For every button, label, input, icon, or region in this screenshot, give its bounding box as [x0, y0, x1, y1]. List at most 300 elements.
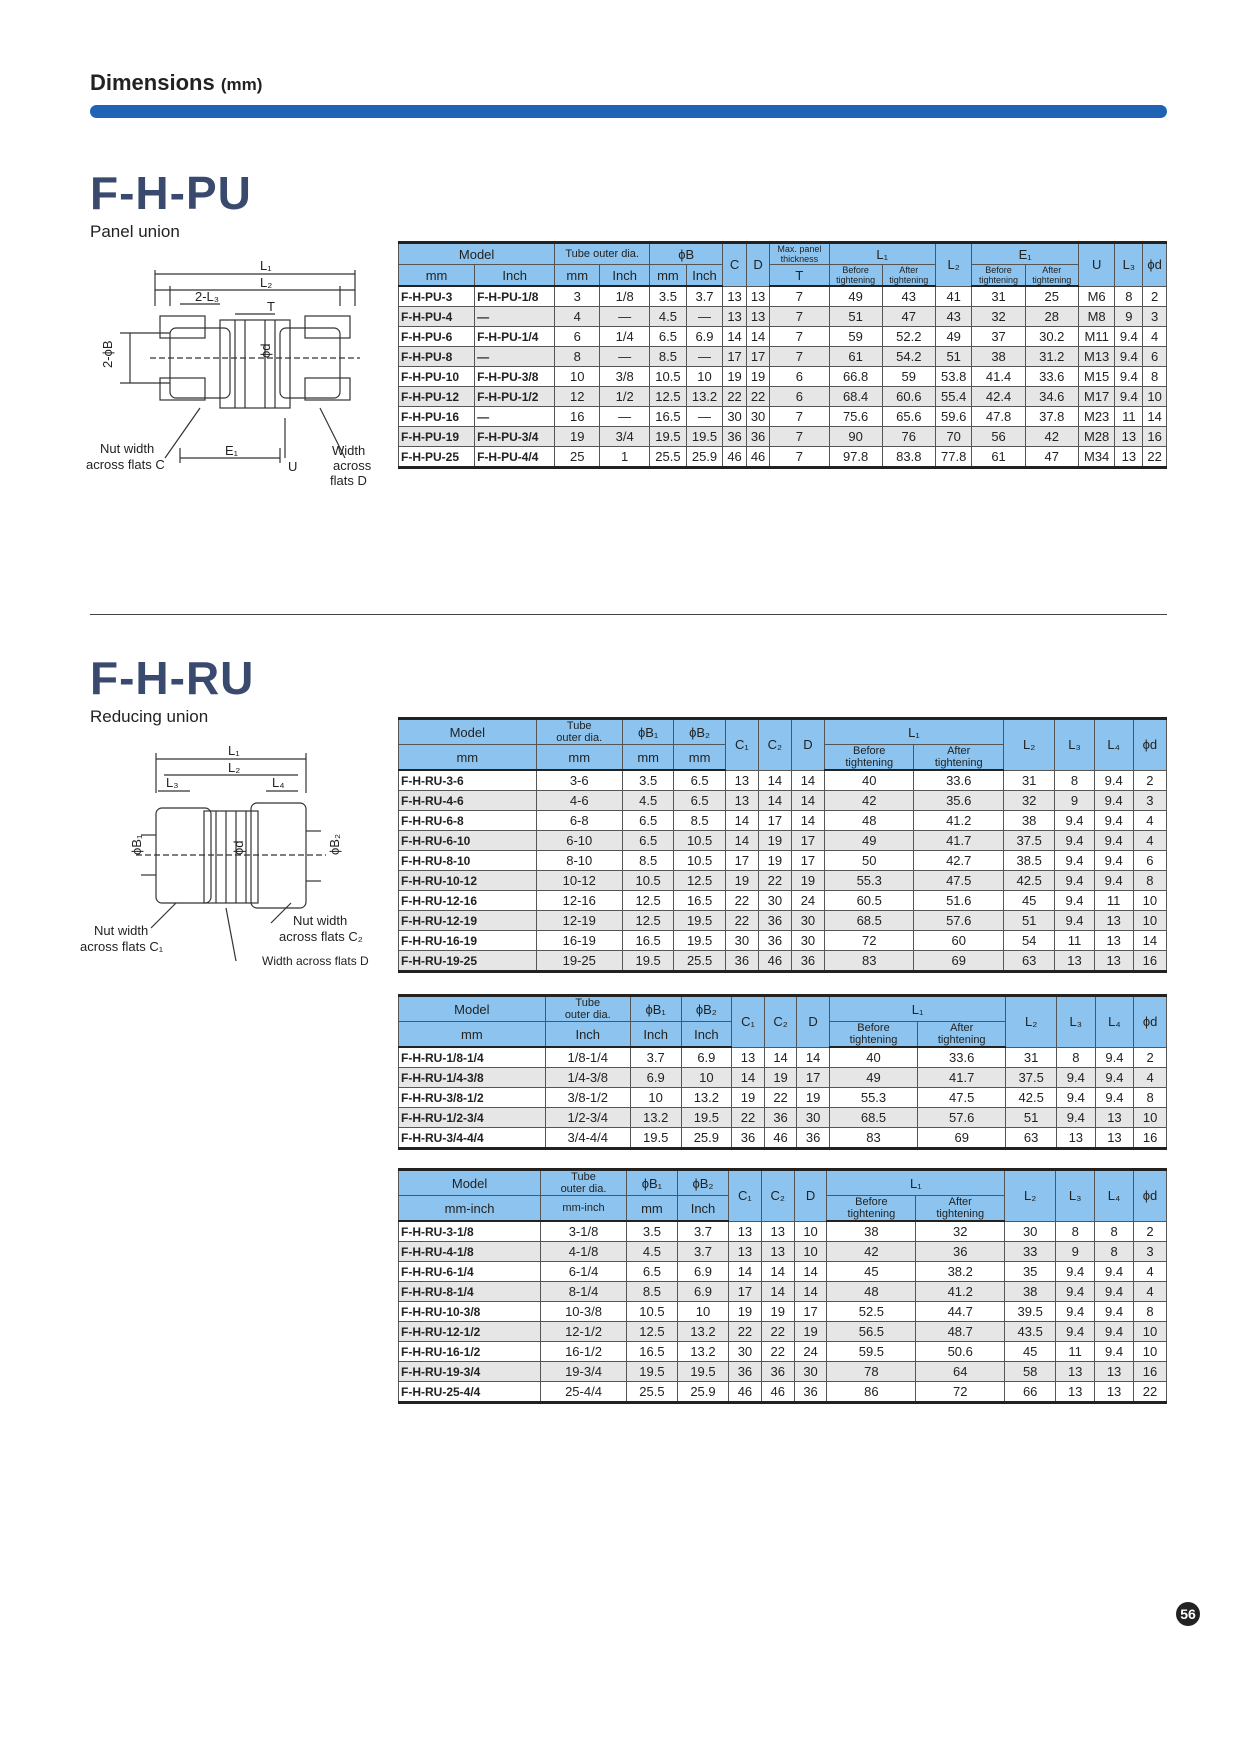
model-cell: F-H-RU-1/2-3/4	[399, 1108, 546, 1128]
value-cell: 33.6	[1025, 367, 1078, 387]
value-cell: 59.6	[935, 407, 972, 427]
value-cell: 19.5	[686, 427, 723, 447]
value-cell: 3/4-4/4	[545, 1128, 630, 1149]
value-cell: 19	[761, 1302, 794, 1322]
table-row	[399, 1221, 1167, 1242]
value-cell: 19.5	[630, 1128, 681, 1149]
value-cell: 38	[1003, 811, 1054, 831]
value-cell: 8	[1115, 286, 1143, 307]
table-row	[399, 427, 1167, 447]
value-cell: 60.5	[824, 891, 914, 911]
value-cell: 42	[1025, 427, 1078, 447]
value-cell: 13	[1094, 951, 1133, 972]
svg-text:Nut width: Nut width	[94, 923, 149, 938]
value-cell: 4-1/8	[541, 1242, 627, 1262]
value-cell: 8.5	[622, 851, 673, 871]
value-cell: 14	[732, 1068, 765, 1088]
value-cell: 52.2	[882, 327, 935, 347]
value-cell: 36	[797, 1128, 830, 1149]
value-cell: 9.4	[1055, 831, 1094, 851]
value-cell: 3.7	[677, 1221, 728, 1242]
value-cell: 50.6	[916, 1342, 1005, 1362]
value-cell: 31	[1006, 1047, 1057, 1068]
value-cell: 7	[770, 427, 829, 447]
model-cell: F-H-RU-12-1/2	[399, 1322, 541, 1342]
value-cell: 37.5	[1006, 1068, 1057, 1088]
pu-diagram	[80, 258, 380, 494]
model-cell: F-H-RU-3/4-4/4	[399, 1128, 546, 1149]
value-cell: 13	[1095, 1128, 1134, 1149]
table-row	[399, 1047, 1167, 1068]
value-cell: 17	[794, 1302, 827, 1322]
value-cell: 6.5	[674, 770, 725, 791]
value-cell: 25.5	[674, 951, 725, 972]
value-cell: 8.5	[650, 347, 687, 367]
value-cell: 22	[732, 1108, 765, 1128]
value-cell: 8	[1134, 1302, 1167, 1322]
value-cell: 22	[1143, 447, 1167, 468]
value-cell: 3-6	[536, 770, 622, 791]
model-cell: F-H-PU-4/4	[475, 447, 555, 468]
value-cell: 47	[882, 307, 935, 327]
value-cell: 47.8	[972, 407, 1025, 427]
value-cell: 10	[1134, 1342, 1167, 1362]
value-cell: 16	[1134, 1362, 1167, 1382]
value-cell: 36	[723, 427, 747, 447]
value-cell: 37.5	[1003, 831, 1054, 851]
value-cell: 36	[761, 1362, 794, 1382]
svg-text:across: across	[333, 458, 372, 473]
model-cell: F-H-RU-4-6	[399, 791, 537, 811]
value-cell: 25-4/4	[541, 1382, 627, 1403]
value-cell: 22	[761, 1342, 794, 1362]
value-cell: 4	[555, 307, 600, 327]
value-cell: —	[686, 347, 723, 367]
value-cell: 33.6	[914, 770, 1004, 791]
pu-dimension-table: Model Tube outer dia. ϕB C D Max. panel thickness L₁ L₂ E₁ U L₃ ϕd mm Inch mm Inch mm Inch T Before tightening After tightening Before tightening After tightening F-H-PU-3 F-H-PU-1/8 3 1/8 3.5 3.7 13 13 7 49 43 41 31 25 M6 8 2 F-H-PU-4 — 4 — 4.5 — 13 13 7 51 47 43 32 28 M8 9 3 F-H-PU-6 F-H-PU-1/4 6 1/4 6.5 6.9 14 14 7 59 52.2 49 37 30.2 M11 9.4 4 F-H-PU-8 — 8 — 8.5 — 17 17 7 61 54.2 51 38 31.2 M13 9.4 6 F-H-PU-10 F-H-PU-3/8 10 3/8 10.5 10 19 19 6 66.8 59 53.8 41.4 33.6 M15 9.4 8 F-H-PU-12 F-H-PU-1/2 12 1/2 12.5 13.2 22 22 6 68.4 60.6 55.4 42.4 34.6 M17 9.4 10 F-H-PU-16 — 16 — 16.5 — 30 30 7 75.6 65.6 59.6 47.8 37.8 M23 11 14 F-H-PU-19 F-H-PU-3/4 19 3/4 19.5 19.5 36 36 7 90 76 70 56 42 M28 13 16 F-H-PU-25 F-H-PU-4/4 25 1 25.5 25.9 46 46 7 97.8 83.8 77.8 61 47 M34 13 22	[398, 241, 1167, 469]
value-cell: 9.4	[1094, 770, 1133, 791]
value-cell: 61	[829, 347, 882, 367]
value-cell: —	[686, 407, 723, 427]
pu-code: F-H-PU	[90, 167, 252, 219]
value-cell: 36	[794, 1382, 827, 1403]
value-cell: 9.4	[1055, 871, 1094, 891]
value-cell: 3/8	[600, 367, 650, 387]
value-cell: 30	[758, 891, 791, 911]
value-cell: 56.5	[827, 1322, 916, 1342]
value-cell: 9.4	[1095, 1322, 1134, 1342]
value-cell: 13	[729, 1221, 762, 1242]
value-cell: 7	[770, 447, 829, 468]
value-cell: 13	[1095, 1382, 1134, 1403]
value-cell: 48	[824, 811, 914, 831]
value-cell: 9.4	[1094, 831, 1133, 851]
table-row	[399, 851, 1167, 871]
value-cell: M8	[1078, 307, 1115, 327]
svg-text:ϕd: ϕd	[258, 343, 273, 358]
table-row	[399, 307, 1167, 327]
pu-subtitle: Panel union	[90, 222, 180, 241]
value-cell: 6.9	[677, 1262, 728, 1282]
value-cell: 38	[827, 1221, 916, 1242]
value-cell: 14	[791, 811, 824, 831]
table-row	[399, 770, 1167, 791]
model-cell: F-H-PU-6	[399, 327, 475, 347]
value-cell: 9.4	[1095, 1262, 1134, 1282]
value-cell: 9	[1055, 791, 1094, 811]
model-cell: F-H-PU-3	[399, 286, 475, 307]
value-cell: 13.2	[686, 387, 723, 407]
value-cell: 19-3/4	[541, 1362, 627, 1382]
value-cell: 2	[1133, 770, 1166, 791]
value-cell: 12.5	[626, 1322, 677, 1342]
value-cell: 12.5	[622, 891, 673, 911]
value-cell: 17	[725, 851, 758, 871]
value-cell: 10	[794, 1221, 827, 1242]
value-cell: 14	[729, 1262, 762, 1282]
value-cell: 3.5	[626, 1221, 677, 1242]
value-cell: 43	[882, 286, 935, 307]
value-cell: 68.4	[829, 387, 882, 407]
value-cell: 4	[1143, 327, 1167, 347]
svg-text:ϕd: ϕd	[231, 840, 246, 855]
value-cell: 13	[761, 1221, 794, 1242]
table-row	[399, 1128, 1167, 1149]
svg-text:across flats C₂: across flats C₂	[279, 929, 363, 944]
value-cell: 3.7	[686, 286, 723, 307]
value-cell: 16-1/2	[541, 1342, 627, 1362]
model-cell: F-H-RU-6-1/4	[399, 1262, 541, 1282]
value-cell: 9.4	[1115, 347, 1143, 367]
value-cell: 17	[723, 347, 747, 367]
section-divider	[90, 614, 1167, 615]
value-cell: 35.6	[914, 791, 1004, 811]
model-cell: —	[475, 407, 555, 427]
value-cell: M28	[1078, 427, 1115, 447]
value-cell: 19.5	[622, 951, 673, 972]
value-cell: 30	[791, 911, 824, 931]
value-cell: 25.9	[681, 1128, 732, 1149]
value-cell: 13	[1056, 1382, 1095, 1403]
value-cell: 17	[791, 831, 824, 851]
value-cell: 46	[758, 951, 791, 972]
model-cell: F-H-RU-4-1/8	[399, 1242, 541, 1262]
value-cell: 78	[827, 1362, 916, 1382]
value-cell: 4	[1134, 1282, 1167, 1302]
value-cell: 17	[758, 811, 791, 831]
svg-text:L₁: L₁	[228, 743, 240, 758]
value-cell: 1/4-3/8	[545, 1068, 630, 1088]
value-cell: 24	[794, 1342, 827, 1362]
value-cell: 83	[824, 951, 914, 972]
value-cell: 4.5	[622, 791, 673, 811]
table-row	[399, 871, 1167, 891]
value-cell: 48	[827, 1282, 916, 1302]
value-cell: 2	[1134, 1047, 1167, 1068]
value-cell: 9.4	[1094, 791, 1133, 811]
value-cell: M23	[1078, 407, 1115, 427]
svg-text:L₁: L₁	[260, 258, 272, 273]
value-cell: 16.5	[650, 407, 687, 427]
table-row	[399, 1322, 1167, 1342]
value-cell: 14	[746, 327, 770, 347]
table-row	[399, 891, 1167, 911]
value-cell: 9.4	[1095, 1088, 1134, 1108]
value-cell: 19.5	[626, 1362, 677, 1382]
value-cell: 54.2	[882, 347, 935, 367]
value-cell: 16.5	[622, 931, 673, 951]
svg-text:L₄: L₄	[272, 775, 285, 790]
value-cell: 6.9	[681, 1047, 732, 1068]
value-cell: 46	[729, 1382, 762, 1403]
value-cell: 9.4	[1055, 851, 1094, 871]
value-cell: 35	[1005, 1262, 1056, 1282]
value-cell: 4.5	[650, 307, 687, 327]
value-cell: 38.2	[916, 1262, 1005, 1282]
value-cell: 51.6	[914, 891, 1004, 911]
value-cell: 64	[916, 1362, 1005, 1382]
value-cell: 6.5	[650, 327, 687, 347]
value-cell: 40	[829, 1047, 917, 1068]
value-cell: 9	[1115, 307, 1143, 327]
value-cell: 6.9	[630, 1068, 681, 1088]
value-cell: 22	[725, 891, 758, 911]
table-row	[399, 1362, 1167, 1382]
table-row	[399, 1342, 1167, 1362]
value-cell: 14	[725, 831, 758, 851]
value-cell: 6.5	[674, 791, 725, 811]
value-cell: 55.3	[829, 1088, 917, 1108]
value-cell: 22	[723, 387, 747, 407]
value-cell: 10.5	[626, 1302, 677, 1322]
value-cell: 12.5	[622, 911, 673, 931]
model-cell: F-H-PU-8	[399, 347, 475, 367]
value-cell: 6-8	[536, 811, 622, 831]
model-cell: F-H-RU-8-1/4	[399, 1282, 541, 1302]
value-cell: 3	[1143, 307, 1167, 327]
value-cell: 1/8-1/4	[545, 1047, 630, 1068]
value-cell: 13	[746, 286, 770, 307]
value-cell: 10	[794, 1242, 827, 1262]
value-cell: 51	[829, 307, 882, 327]
model-cell: F-H-RU-16-19	[399, 931, 537, 951]
value-cell: 6	[770, 367, 829, 387]
model-cell: F-H-PU-3/8	[475, 367, 555, 387]
value-cell: 6	[1143, 347, 1167, 367]
model-cell: F-H-PU-16	[399, 407, 475, 427]
value-cell: 13.2	[630, 1108, 681, 1128]
value-cell: 6	[555, 327, 600, 347]
model-cell: —	[475, 307, 555, 327]
table-row	[399, 1382, 1167, 1403]
value-cell: 19	[797, 1088, 830, 1108]
value-cell: 69	[918, 1128, 1006, 1149]
value-cell: 4-6	[536, 791, 622, 811]
value-cell: 9	[1056, 1242, 1095, 1262]
value-cell: 17	[791, 851, 824, 871]
value-cell: 4	[1133, 831, 1166, 851]
model-cell: F-H-PU-4	[399, 307, 475, 327]
value-cell: 30	[725, 931, 758, 951]
value-cell: 43.5	[1005, 1322, 1056, 1342]
value-cell: 10	[1134, 1108, 1167, 1128]
value-cell: 42.4	[972, 387, 1025, 407]
value-cell: 8	[1057, 1047, 1096, 1068]
value-cell: 11	[1056, 1342, 1095, 1362]
value-cell: 14	[791, 791, 824, 811]
value-cell: 10	[686, 367, 723, 387]
model-cell: F-H-RU-6-10	[399, 831, 537, 851]
value-cell: 53.8	[935, 367, 972, 387]
value-cell: 16	[555, 407, 600, 427]
table-row	[399, 367, 1167, 387]
value-cell: 83.8	[882, 447, 935, 468]
model-cell: F-H-RU-12-19	[399, 911, 537, 931]
table-row	[399, 1242, 1167, 1262]
value-cell: 59.5	[827, 1342, 916, 1362]
model-cell: F-H-PU-19	[399, 427, 475, 447]
value-cell: 9.4	[1094, 811, 1133, 831]
value-cell: 16.5	[626, 1342, 677, 1362]
value-cell: 9.4	[1095, 1047, 1134, 1068]
value-cell: 25	[555, 447, 600, 468]
value-cell: 55.3	[824, 871, 914, 891]
ru-subtitle: Reducing union	[90, 707, 209, 726]
svg-text:Nut width: Nut width	[100, 441, 155, 456]
value-cell: 13	[1095, 1362, 1134, 1382]
value-cell: 30	[794, 1362, 827, 1382]
value-cell: 4	[1134, 1068, 1167, 1088]
value-cell: 9.4	[1055, 911, 1094, 931]
value-cell: 9.4	[1057, 1108, 1096, 1128]
value-cell: 10	[681, 1068, 732, 1088]
value-cell: 19-25	[536, 951, 622, 972]
value-cell: 6.9	[677, 1282, 728, 1302]
value-cell: 19	[723, 367, 747, 387]
value-cell: 76	[882, 427, 935, 447]
value-cell: 9.4	[1115, 327, 1143, 347]
value-cell: 16-19	[536, 931, 622, 951]
table-row	[399, 831, 1167, 851]
value-cell: 45	[827, 1262, 916, 1282]
value-cell: 14	[764, 1047, 797, 1068]
value-cell: 6-1/4	[541, 1262, 627, 1282]
value-cell: 12-19	[536, 911, 622, 931]
value-cell: —	[600, 307, 650, 327]
value-cell: 30.2	[1025, 327, 1078, 347]
value-cell: 42.5	[1003, 871, 1054, 891]
svg-text:L₂: L₂	[260, 275, 273, 290]
value-cell: 47	[1025, 447, 1078, 468]
value-cell: 17	[746, 347, 770, 367]
model-cell: F-H-RU-6-8	[399, 811, 537, 831]
value-cell: 10.5	[674, 831, 725, 851]
value-cell: 3	[555, 286, 600, 307]
value-cell: 2	[1143, 286, 1167, 307]
value-cell: 3.7	[630, 1047, 681, 1068]
value-cell: 14	[758, 791, 791, 811]
ru-inch-table: Model Tube outer dia. ϕB₁ ϕB₂ C₁ C₂ D L₁ L₂ L₃ L₄ ϕd mm Inch Inch Inch Before tightening After tightening F-H-RU-1/8-1/4 1/8-1/4 3.7 6.9 13 14 14 40 33.6 31 8 9.4 2 F-H-RU-1/4-3/8 1/4-3/8 6.9 10 14 19 17 49 41.7 37.5 9.4 9.4 4 F-H-RU-3/8-1/2 3/8-1/2 10 13.2 19 22 19 55.3 47.5 42.5 9.4 9.4 8 F-H-RU-1/2-3/4 1/2-3/4 13.2 19.5 22 36 30 68.5 57.6 51 9.4 13 10 F-H-RU-3/4-4/4 3/4-4/4 19.5 25.9 36 46 36 83 69 63 13 13 16	[398, 994, 1167, 1150]
value-cell: 9.4	[1057, 1088, 1096, 1108]
table-row	[399, 447, 1167, 468]
value-cell: 22	[764, 1088, 797, 1108]
value-cell: 1	[600, 447, 650, 468]
value-cell: 37.8	[1025, 407, 1078, 427]
value-cell: 30	[729, 1342, 762, 1362]
value-cell: 14	[761, 1262, 794, 1282]
value-cell: 16.5	[674, 891, 725, 911]
value-cell: 13.2	[677, 1342, 728, 1362]
value-cell: 11	[1115, 407, 1143, 427]
value-cell: 30	[1005, 1221, 1056, 1242]
value-cell: 1/8	[600, 286, 650, 307]
value-cell: 42	[824, 791, 914, 811]
value-cell: 25.5	[626, 1382, 677, 1403]
value-cell: 6.5	[622, 831, 673, 851]
value-cell: 10	[677, 1302, 728, 1322]
value-cell: 8	[1095, 1221, 1134, 1242]
model-cell: F-H-RU-16-1/2	[399, 1342, 541, 1362]
value-cell: 12.5	[674, 871, 725, 891]
value-cell: 38	[972, 347, 1025, 367]
value-cell: 13	[1095, 1108, 1134, 1128]
value-cell: 17	[797, 1068, 830, 1088]
value-cell: 72	[824, 931, 914, 951]
value-cell: 6	[1133, 851, 1166, 871]
value-cell: 30	[791, 931, 824, 951]
svg-text:2-L₃: 2-L₃	[195, 289, 220, 304]
value-cell: 13.2	[681, 1088, 732, 1108]
value-cell: 13	[761, 1242, 794, 1262]
value-cell: 7	[770, 327, 829, 347]
value-cell: 10	[555, 367, 600, 387]
svg-text:2-ϕB: 2-ϕB	[100, 340, 115, 368]
value-cell: 22	[761, 1322, 794, 1342]
value-cell: 36	[746, 427, 770, 447]
model-cell: F-H-PU-3/4	[475, 427, 555, 447]
value-cell: 49	[824, 831, 914, 851]
value-cell: 13	[746, 307, 770, 327]
value-cell: 9.4	[1055, 891, 1094, 911]
value-cell: 47.5	[918, 1088, 1006, 1108]
value-cell: 8	[1095, 1242, 1134, 1262]
value-cell: 90	[829, 427, 882, 447]
value-cell: 16	[1134, 1128, 1167, 1149]
value-cell: 51	[1003, 911, 1054, 931]
value-cell: 19.5	[677, 1362, 728, 1382]
value-cell: M6	[1078, 286, 1115, 307]
value-cell: 9.4	[1055, 811, 1094, 831]
value-cell: 97.8	[829, 447, 882, 468]
value-cell: 10	[1133, 891, 1166, 911]
value-cell: 8	[1056, 1221, 1095, 1242]
value-cell: 14	[797, 1047, 830, 1068]
value-cell: M13	[1078, 347, 1115, 367]
value-cell: 6.5	[626, 1262, 677, 1282]
value-cell: 43	[935, 307, 972, 327]
model-cell: F-H-PU-25	[399, 447, 475, 468]
value-cell: 12.5	[650, 387, 687, 407]
value-cell: 6.9	[686, 327, 723, 347]
value-cell: 24	[791, 891, 824, 911]
value-cell: 33.6	[918, 1047, 1006, 1068]
value-cell: 60	[914, 931, 1004, 951]
value-cell: 9.4	[1056, 1282, 1095, 1302]
value-cell: 14	[791, 770, 824, 791]
value-cell: 31	[972, 286, 1025, 307]
svg-text:flats D: flats D	[330, 473, 367, 488]
value-cell: 83	[829, 1128, 917, 1149]
